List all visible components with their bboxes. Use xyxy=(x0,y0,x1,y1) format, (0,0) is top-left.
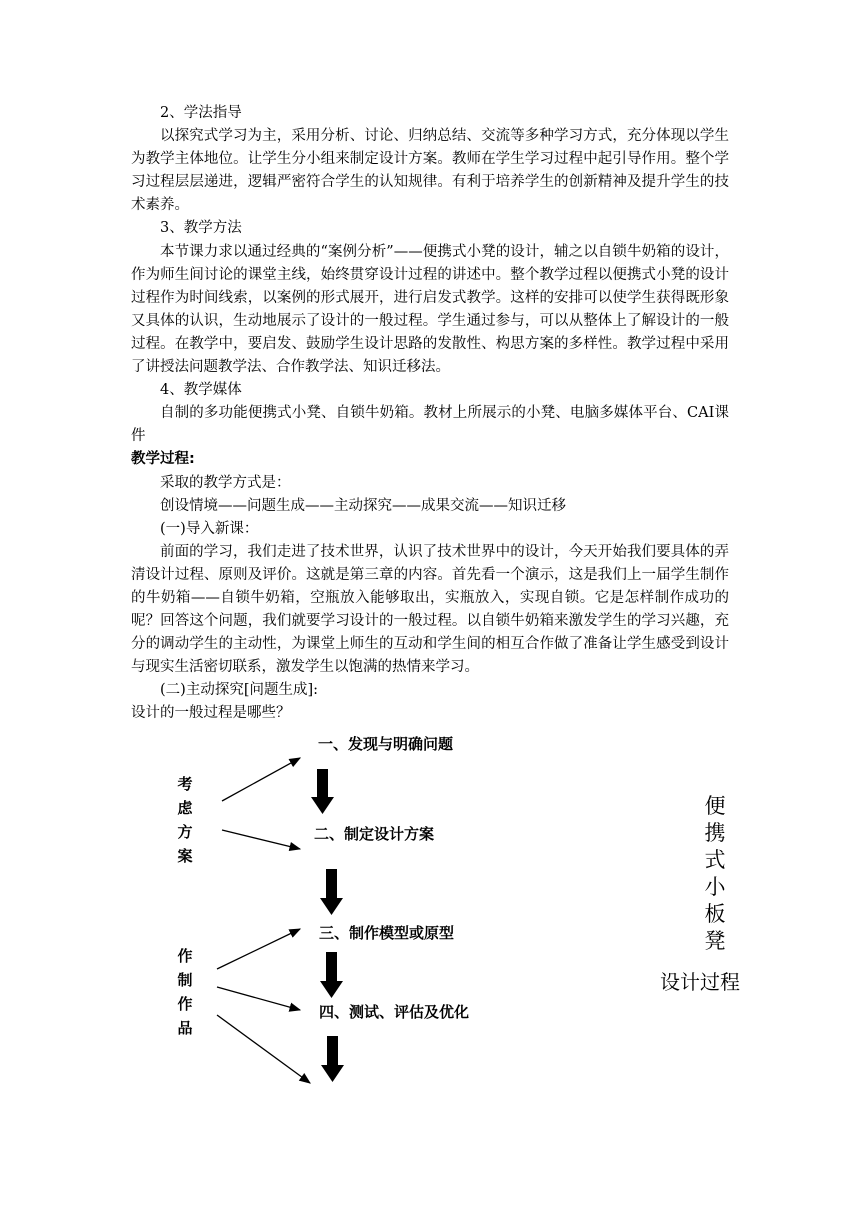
paragraph-teaching-way: 采取的教学方式是： xyxy=(160,474,291,491)
label-portable-stool: 便携式小板凳 xyxy=(704,794,726,953)
down-arrow-3 xyxy=(320,952,343,998)
paragraph-teaching-method: 本节课力求以通过经典的“案例分析”——便携式小凳的设计，辅之以自锁牛奶箱的设计，作为师生间讨论的课堂主线，始终贯穿设计过程的讲述中。整个教学过程以便携式小凳的设计过程作为时间线索，以案例的形式展开，进行启发式教学。这样的安排可以使学生获得既形象又具体的认识，生动地展示了设计的一般过程。学生通过参与，可以从整体上了解设计的一般过程。在教学中，要启发、鼓励学生设计思路的发散性、构思方案的多样性。教学过程中采用了讲授法问题教学法、合作教学法、知识迁移法。 xyxy=(131,243,729,376)
arrow-to-step-4 xyxy=(217,987,300,1010)
heading-teaching-method: 3、教学方法 xyxy=(160,220,242,237)
step-4-label: 四、测试、评估及优化 xyxy=(319,1003,470,1021)
down-arrow-4 xyxy=(321,1036,344,1082)
label-consider-plan: 考虑方案 xyxy=(177,775,193,865)
arrow-to-step-1 xyxy=(222,758,300,801)
step-1-label: 一、发现与明确问题 xyxy=(318,735,454,753)
heading-active-exploration: (二)主动探究[问题生成]: xyxy=(160,682,319,699)
heading-introduction: (一)导入新课： xyxy=(160,520,259,537)
arrow-to-step-2 xyxy=(222,830,300,849)
heading-teaching-process: 教学过程: xyxy=(131,451,195,468)
label-make-work: 作制作品 xyxy=(177,947,193,1037)
paragraph-question: 设计的一般过程是哪些？ xyxy=(131,705,291,722)
step-3-label: 三、制作模型或原型 xyxy=(319,924,455,942)
paragraph-teaching-flow: 创设情境——问题生成——主动探究——成果交流——知识迁移 xyxy=(160,497,566,514)
label-design-process: 设计过程 xyxy=(660,970,740,994)
down-arrow-2 xyxy=(320,869,343,915)
paragraph-introduction: 前面的学习，我们走进了技术世界，认识了技术世界中的设计，今天开始我们要具体的弄清设计过程、原则及评价。这就是第三章的内容。首先看一个演示，这是我们上一届学生制作的牛奶箱——自锁牛奶箱，空瓶放入能够取出，实瓶放入，实现自锁。它是怎样制作成功的呢？回答这个问题，我们就要学习设计的一般过程。以自锁牛奶箱来激发学生的学习兴趣，充分的调动学生的主动性，为课堂上师生的互动和学生间的相互合作做了准备让学生感受到设计与现实生活密切联系，激发学生以饱满的热情来学习。 xyxy=(131,543,729,676)
heading-study-method: 2、学法指导 xyxy=(160,105,242,121)
paragraph-study-method: 以探究式学习为主，采用分析、讨论、归纳总结、交流等多种学习方式，充分体现以学生为教学主体地位。让学生分小组来制定设计方案。教师在学生学习过程中起引导作用。整个学习过程层层递进，逻辑严密符合学生的认知规律。有利于培养学生的创新精神及提升学生的技术素养。 xyxy=(131,128,729,214)
arrow-to-next-step xyxy=(217,1015,310,1083)
paragraph-teaching-media: 自制的多功能便携式小凳、自锁牛奶箱。教材上所展示的小凳、电脑多媒体平台、CAI课件 xyxy=(131,405,729,445)
step-2-label: 二、制定设计方案 xyxy=(314,825,435,843)
down-arrow-1 xyxy=(311,769,334,814)
heading-teaching-media: 4、教学媒体 xyxy=(160,382,242,399)
arrow-to-step-3 xyxy=(217,929,300,969)
